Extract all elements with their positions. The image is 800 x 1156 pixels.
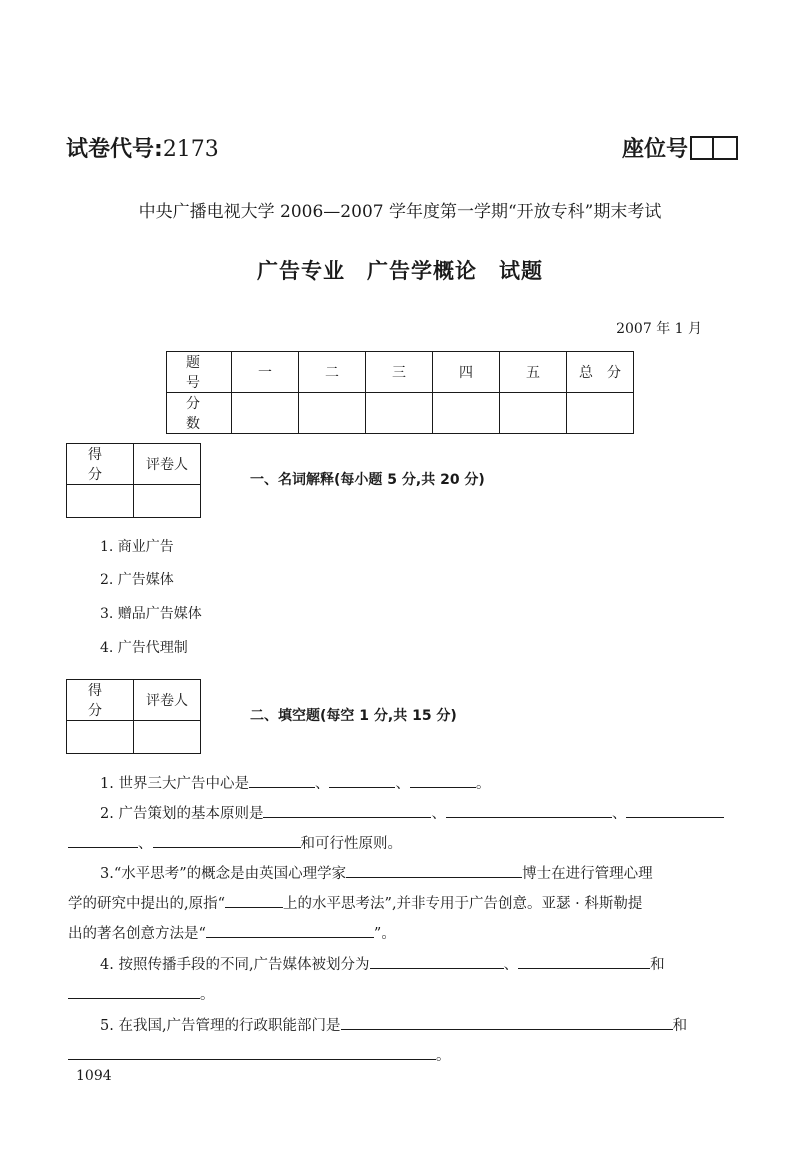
section1-heading: 一、名词解释(每小题 5 分,共 20 分): [250, 472, 485, 488]
score-table-cell: 分 数: [167, 393, 232, 434]
fill-blank[interactable]: [626, 802, 724, 818]
question-3: 3.“水平思考”的概念是由英国心理学家 博士在进行管理心理: [100, 862, 653, 884]
score-entry-cell[interactable]: [567, 393, 634, 434]
fill-blank[interactable]: [68, 832, 138, 848]
score-table-cell: 三: [366, 352, 433, 393]
fill-blank[interactable]: [346, 862, 522, 878]
grader-box-grader-label: 评卷人: [134, 444, 201, 485]
score-entry-cell[interactable]: [433, 393, 500, 434]
exam-code: [66, 132, 219, 163]
list-item: 4. 广告代理制: [100, 640, 188, 656]
grader-box-grader-cell[interactable]: [134, 485, 201, 518]
fill-blank[interactable]: [410, 772, 476, 788]
grader-box-score-label: 得 分: [67, 680, 134, 721]
fill-blank[interactable]: [446, 802, 612, 818]
page-number: 1094: [76, 1068, 112, 1084]
score-table-cell: 五: [500, 352, 567, 393]
grader-box-grader-label: 评卷人: [134, 680, 201, 721]
score-table-cell: 总 分: [567, 352, 634, 393]
score-table-cell: 二: [299, 352, 366, 393]
score-entry-cell[interactable]: [366, 393, 433, 434]
fill-blank[interactable]: [206, 922, 374, 938]
question-3-cont2: 出的著名创意方法是“ ”。: [68, 922, 396, 944]
fill-blank[interactable]: [518, 953, 650, 969]
fill-blank[interactable]: [329, 772, 395, 788]
seat-number: [622, 132, 738, 163]
grader-box-grader-cell[interactable]: [134, 721, 201, 754]
score-table-score-row: [167, 393, 634, 434]
grader-box-score-cell[interactable]: [67, 485, 134, 518]
grader-box: [66, 679, 201, 754]
fill-blank[interactable]: [263, 802, 431, 818]
list-item: 2. 广告媒体: [100, 572, 174, 588]
list-item: 1. 商业广告: [100, 539, 174, 555]
seat-number-boxes: [690, 136, 738, 160]
exam-title: 广告专业 广告学概论 试题: [257, 259, 543, 283]
exam-subtitle: 中央广播电视大学 2006—2007 学年度第一学期“开放专科”期末考试: [138, 202, 662, 222]
fill-blank[interactable]: [341, 1014, 673, 1030]
question-3-cont: 学的研究中提出的,原指“ 上的水平思考法”,并非专用于广告创意。亚瑟 · 科斯勒提: [68, 892, 642, 914]
score-table-cell: 四: [433, 352, 500, 393]
question-5: 5. 在我国,广告管理的行政职能部门是 和: [100, 1014, 687, 1036]
exam-code-number: 2173: [162, 137, 219, 162]
seat-box: [714, 136, 738, 160]
score-table: [166, 351, 634, 434]
list-item: 3. 赠品广告媒体: [100, 606, 202, 622]
question-4-cont: 。: [68, 983, 215, 1005]
fill-blank[interactable]: [68, 1044, 436, 1060]
score-entry-cell[interactable]: [500, 393, 567, 434]
grader-box: [66, 443, 201, 518]
fill-blank[interactable]: [68, 983, 200, 999]
question-2-cont: 、 和可行性原则。: [68, 832, 402, 854]
score-table-cell: 题 号: [167, 352, 232, 393]
score-table-cell: 一: [232, 352, 299, 393]
score-table-header-row: [167, 352, 634, 393]
score-entry-cell[interactable]: [299, 393, 366, 434]
grader-box-score-label: 得 分: [67, 444, 134, 485]
question-2: 2. 广告策划的基本原则是 、 、: [100, 802, 724, 824]
grader-box-score-cell[interactable]: [67, 721, 134, 754]
fill-blank[interactable]: [370, 953, 504, 969]
section2-heading: 二、填空题(每空 1 分,共 15 分): [250, 708, 457, 724]
fill-blank[interactable]: [225, 892, 283, 908]
question-4: 4. 按照传播手段的不同,广告媒体被划分为 、 和: [100, 953, 665, 975]
seat-box: [690, 136, 714, 160]
fill-blank[interactable]: [249, 772, 315, 788]
question-1: 1. 世界三大广告中心是 、 、 。: [100, 772, 490, 794]
seat-number-label: 座位号: [621, 137, 688, 162]
exam-date: 2007 年 1 月: [616, 321, 702, 337]
fill-blank[interactable]: [153, 832, 301, 848]
exam-code-label: 试卷代号:: [66, 137, 163, 162]
score-entry-cell[interactable]: [232, 393, 299, 434]
question-5-cont: 。: [68, 1044, 451, 1066]
